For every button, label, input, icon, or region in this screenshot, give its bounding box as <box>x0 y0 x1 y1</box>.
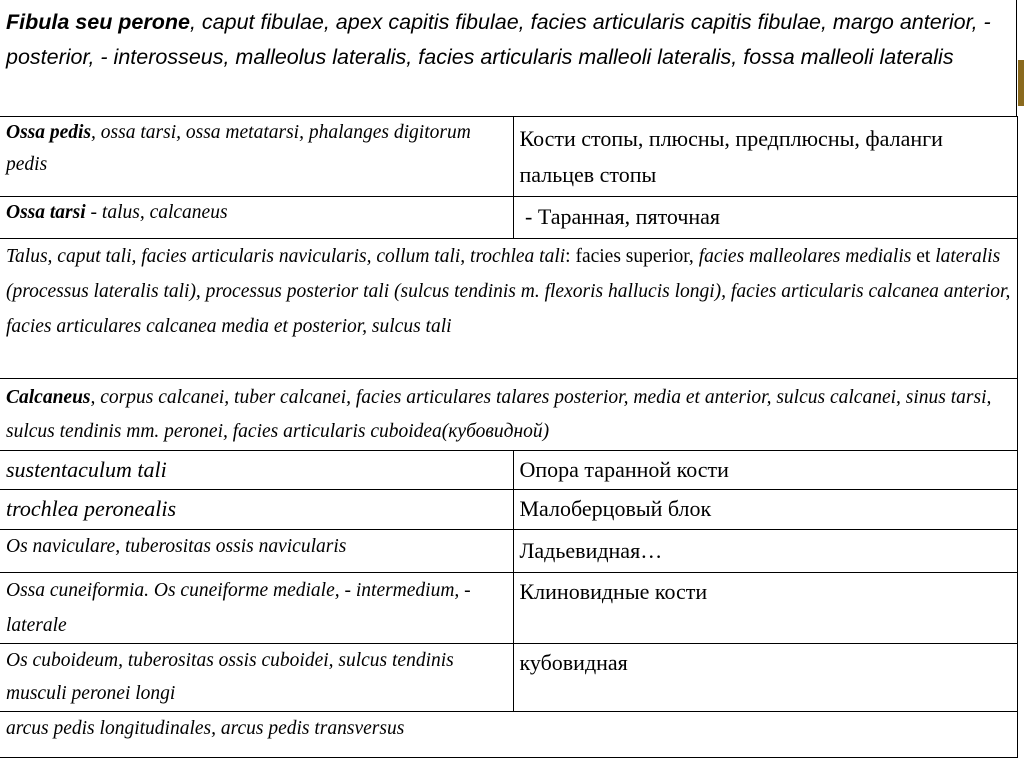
cuneiformia-latin: Ossa cuneiformia. Os cuneiforme mediale, - intermedium, - laterale <box>0 573 513 644</box>
ossa-tarsi-bold: Ossa tarsi <box>6 202 86 223</box>
calcaneus-text: , corpus calcanei, tuber calcanei, facies articulares talares posterior, media et anterior, sulcus calcanei, sinus tarsi, sulcus tendinis mm. peronei, facies articularis cuboidea(кубовидной) <box>6 387 992 442</box>
table-row <box>0 490 1017 530</box>
arcus-pedis-text: arcus pedis longitudinales, arcus pedis transversus <box>0 712 1017 758</box>
fibula-header-rest: , caput fibulae, apex capitis fibulae, facies articularis capitis fibulae, margo anterior, - posterior, - interosseus, malleolus lateralis, facies articularis malleoli lateralis, fossa malleoli lateralis <box>6 10 991 69</box>
talus-part-1: Talus, caput tali, facies articularis navicularis, collum tali, trochlea tali <box>6 246 566 267</box>
table-row <box>0 239 1017 379</box>
fibula-header-block <box>0 0 1017 117</box>
naviculare-latin: Os naviculare, tuberositas ossis navicularis <box>0 530 513 573</box>
ossa-tarsi-latin <box>0 197 513 239</box>
table-row <box>0 644 1017 712</box>
table-row <box>0 117 1017 197</box>
table-row <box>0 573 1017 644</box>
ossa-tarsi-text: - talus, calcaneus <box>85 202 228 223</box>
accent-bar <box>1018 60 1024 106</box>
anatomy-terms-table <box>0 116 1018 758</box>
sustentaculum-russian: Опора таранной кости <box>513 451 1017 490</box>
trochlea-peronealis-russian: Малоберцовый блок <box>513 490 1017 530</box>
fibula-header-bold: Fibula seu perone <box>6 10 190 34</box>
table-row <box>0 379 1017 451</box>
calcaneus-description <box>0 379 1017 451</box>
table-row <box>0 712 1017 758</box>
cuneiformia-russian: Клиновидные кости <box>513 573 1017 644</box>
table-row <box>0 451 1017 490</box>
ossa-pedis-latin <box>0 117 513 197</box>
calcaneus-bold: Calcaneus <box>6 387 91 408</box>
fibula-header-text <box>0 0 1016 75</box>
ossa-pedis-russian: Кости стопы, плюсны, предплюсны, фаланги пальцев стопы <box>513 117 1017 197</box>
ossa-tarsi-russian: - Таранная, пяточная <box>513 197 1017 239</box>
talus-description <box>0 239 1017 379</box>
talus-part-3: facies malleolares medialis <box>698 246 912 267</box>
cuboideum-russian: кубовидная <box>513 644 1017 712</box>
sustentaculum-latin: sustentaculum tali <box>0 451 513 490</box>
talus-part-2: : facies superior, <box>565 246 699 267</box>
ossa-pedis-text: , ossa tarsi, ossa metatarsi, phalanges digitorum pedis <box>6 122 471 175</box>
table-row <box>0 530 1017 573</box>
table-row <box>0 197 1017 239</box>
ossa-pedis-bold: Ossa pedis <box>6 122 92 143</box>
naviculare-russian: Ладьевидная… <box>513 530 1017 573</box>
talus-part-5: lateralis (processus lateralis tali), processus posterior tali (sulcus tendinis m. flexoris hallucis longi), facies articularis calcanea anterior, facies articulares calcanea media et posterior, sulcus tali <box>6 246 1011 337</box>
talus-part-4: et <box>911 246 936 267</box>
trochlea-peronealis-latin: trochlea peronealis <box>0 490 513 530</box>
cuboideum-latin: Os cuboideum, tuberositas ossis cuboidei, sulcus tendinis musculi peronei longi <box>0 644 513 712</box>
